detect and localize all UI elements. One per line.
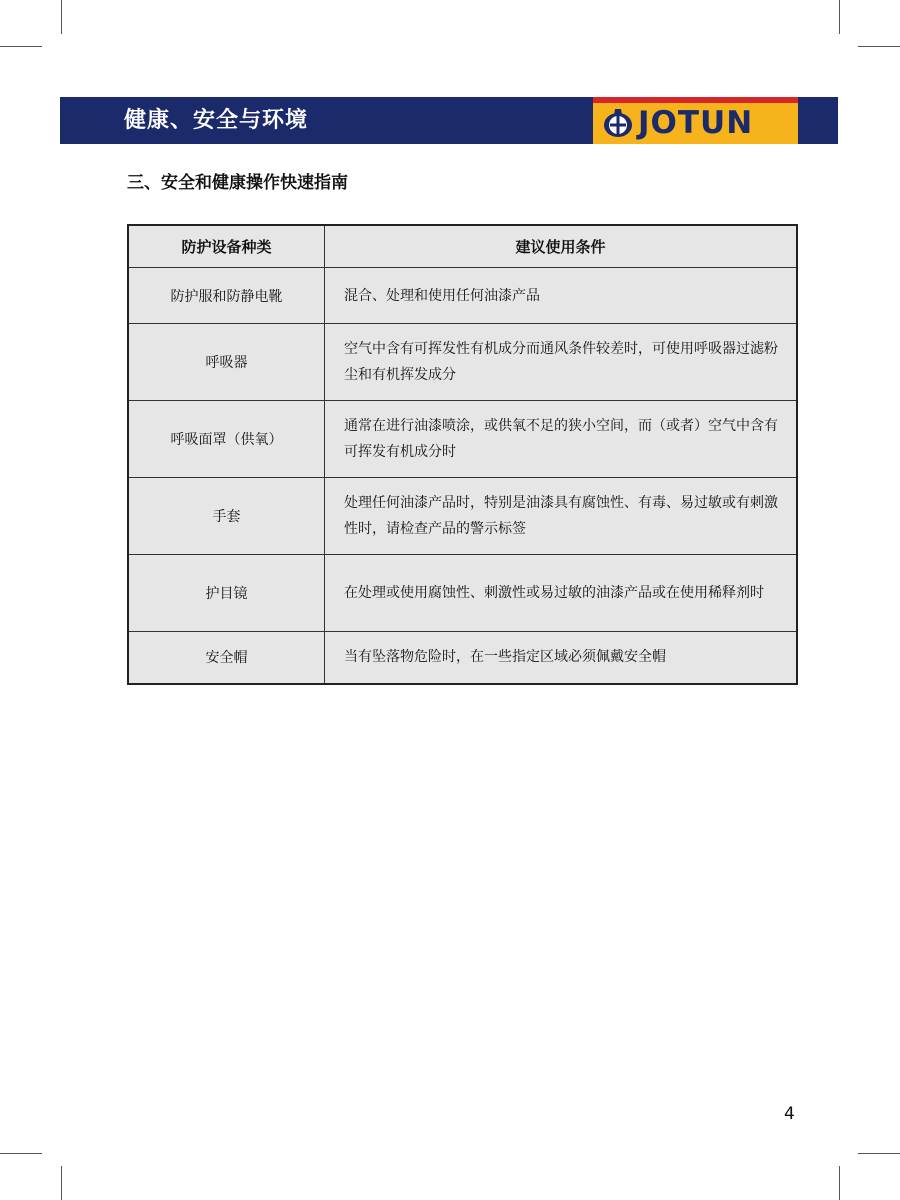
crop-mark (0, 46, 42, 47)
jotun-logo (593, 97, 798, 144)
table-row (128, 401, 797, 478)
crop-mark (0, 1153, 42, 1154)
page-title: 健康、安全与环境 (124, 108, 309, 133)
page-number: 4 (784, 1104, 795, 1124)
header-banner (60, 97, 838, 144)
table-row (128, 268, 797, 324)
condition-cell: 混合、处理和使用任何油漆产品 (325, 268, 798, 324)
equipment-cell: 护目镜 (128, 555, 325, 632)
crop-mark (61, 1166, 62, 1200)
equipment-cell: 呼吸面罩（供氧） (128, 401, 325, 478)
crop-mark (61, 0, 62, 34)
equipment-cell: 呼吸器 (128, 324, 325, 401)
header-condition: 建议使用条件 (325, 225, 798, 268)
condition-cell: 空气中含有可挥发性有机成分而通风条件较差时，可使用呼吸器过滤粉尘和有机挥发成分 (325, 324, 798, 401)
table-header-row (128, 225, 797, 268)
section-title: 三、安全和健康操作快速指南 (127, 173, 348, 193)
safety-guide-table (127, 224, 798, 685)
condition-cell: 处理任何油漆产品时，特别是油漆具有腐蚀性、有毒、易过敏或有刺激性时，请检查产品的警示标签 (325, 478, 798, 555)
equipment-cell: 手套 (128, 478, 325, 555)
crop-mark (839, 0, 840, 34)
equipment-cell: 安全帽 (128, 632, 325, 684)
logo-wordmark: JOTUN (638, 105, 754, 141)
table-row (128, 632, 797, 684)
crop-mark (839, 1166, 840, 1200)
table-row (128, 478, 797, 555)
table-row (128, 555, 797, 632)
condition-cell: 通常在进行油漆喷涂，或供氧不足的狭小空间，而（或者）空气中含有可挥发有机成分时 (325, 401, 798, 478)
crop-mark (858, 1153, 900, 1154)
table-row (128, 324, 797, 401)
condition-cell: 当有坠落物危险时，在一些指定区域必须佩戴安全帽 (325, 632, 798, 684)
condition-cell: 在处理或使用腐蚀性、刺激性或易过敏的油漆产品或在使用稀释剂时 (325, 555, 798, 632)
header-equipment: 防护设备种类 (128, 225, 325, 268)
jotun-emblem-icon (601, 107, 635, 139)
equipment-cell: 防护服和防静电靴 (128, 268, 325, 324)
crop-mark (858, 46, 900, 47)
